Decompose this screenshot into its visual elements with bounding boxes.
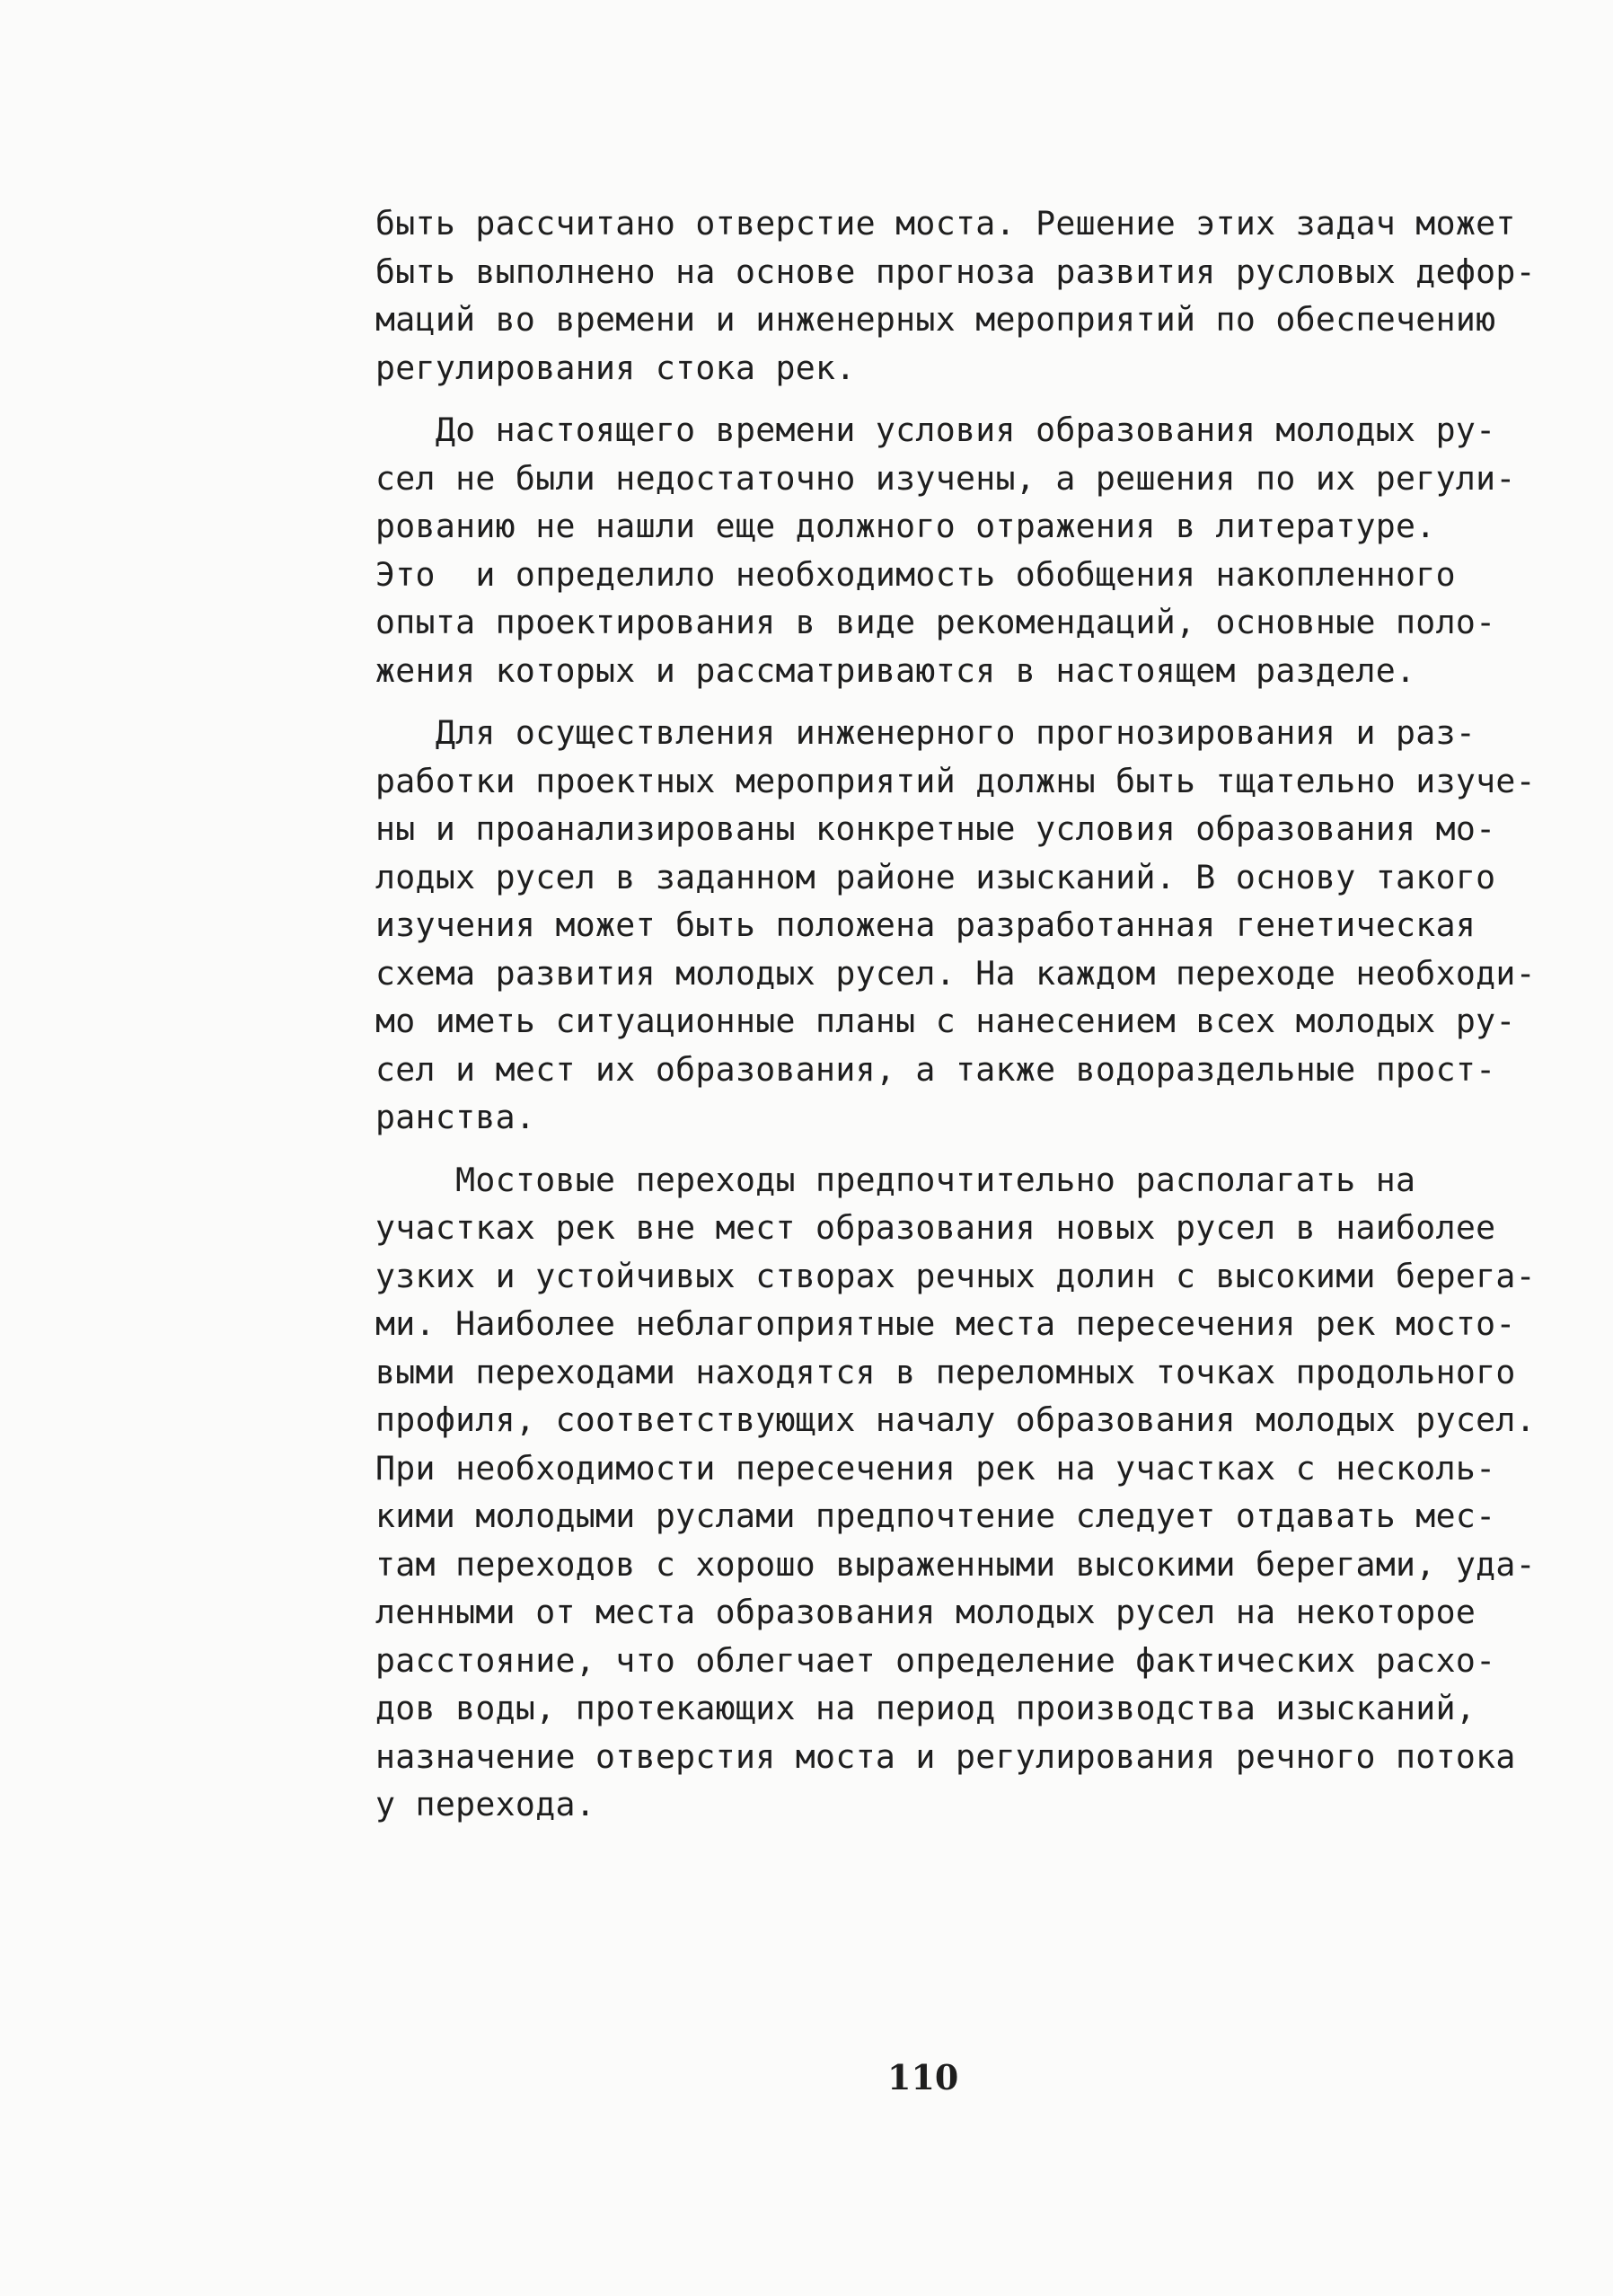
text-line: опыта проектирования в виде рекомендаций, основные поло- — [375, 603, 1496, 641]
paragraph-spacer — [375, 1142, 1561, 1156]
text-line: лодых русел в заданном районе изысканий. В основу такого — [375, 857, 1496, 896]
text-line: ны и проанализированы конкретные условия образования мо- — [375, 809, 1496, 848]
text-line: маций во времени и инженерных мероприятий по обеспечению — [375, 300, 1496, 339]
text-line: сел не были недостаточно изучены, а решения по их регули- — [375, 458, 1516, 498]
text-line: профиля, соответствующих началу образования молодых русел. — [375, 1400, 1536, 1439]
text-line: сел и мест их образования, а также водораздельные прост- — [375, 1049, 1496, 1089]
text-line: назначение отверстия моста и регулирования речного потока — [375, 1736, 1516, 1776]
text-line: До настоящего времени условия образования молодых ру- — [375, 411, 1496, 449]
paragraph-spacer — [375, 392, 1561, 406]
text-line: Мостовые переходы предпочтительно располагать на — [375, 1160, 1416, 1199]
text-line: Это и определило необходимость обобщения накопленного — [375, 554, 1456, 594]
page-number: 110 — [887, 2057, 959, 2097]
text-line: выми переходами находятся в переломных точках продольного — [375, 1352, 1516, 1391]
text-line: рованию не нашли еще должного отражения в литературе. — [375, 507, 1436, 545]
paragraph-spacer — [375, 694, 1561, 709]
text-line: ленными от места образования молодых русел на некоторое — [375, 1593, 1476, 1631]
text-line: ранства. — [375, 1098, 536, 1136]
text-line: работки проектных мероприятий должны быть тщательно изуче- — [375, 761, 1536, 800]
paragraph-1 — [375, 199, 1561, 392]
text-line: Для осуществления инженерного прогнозирования и раз- — [375, 713, 1476, 752]
paragraph-3 — [375, 709, 1561, 1142]
paragraph-4 — [375, 1156, 1561, 1829]
text-line: мо иметь ситуационные планы с нанесением всех молодых ру- — [375, 1002, 1516, 1040]
text-line: схема развития молодых русел. На каждом переходе необходи- — [375, 953, 1536, 993]
text-line: ми. Наиболее неблагоприятные места пересечения рек мосто- — [375, 1304, 1516, 1343]
text-line: узких и устойчивых створах речных долин с высокими берега- — [375, 1256, 1536, 1295]
text-line: изучения может быть положена разработанная генетическая — [375, 905, 1476, 944]
text-line: быть рассчитано отверстие моста. Решение этих задач может — [375, 204, 1516, 243]
text-line: При необходимости пересечения рек на участках с несколь- — [375, 1448, 1496, 1488]
text-line: дов воды, протекающих на период производства изысканий, — [375, 1689, 1476, 1727]
body-text — [375, 199, 1561, 1829]
text-line: регулирования стока рек. — [375, 348, 856, 387]
text-line: у перехода. — [375, 1785, 596, 1824]
paragraph-2 — [375, 406, 1561, 694]
text-line: участках рек вне мест образования новых русел в наиболее — [375, 1208, 1496, 1247]
text-line: жения которых и рассматриваются в настоящем разделе. — [375, 650, 1416, 690]
text-line: быть выполнено на основе прогноза развития русловых дефор- — [375, 252, 1536, 291]
text-line: там переходов с хорошо выраженными высокими берегами, уда- — [375, 1544, 1536, 1584]
text-line: кими молодыми руслами предпочтение следует отдавать мес- — [375, 1497, 1496, 1535]
text-line: расстояние, что облегчает определение фактических расхо- — [375, 1640, 1496, 1680]
